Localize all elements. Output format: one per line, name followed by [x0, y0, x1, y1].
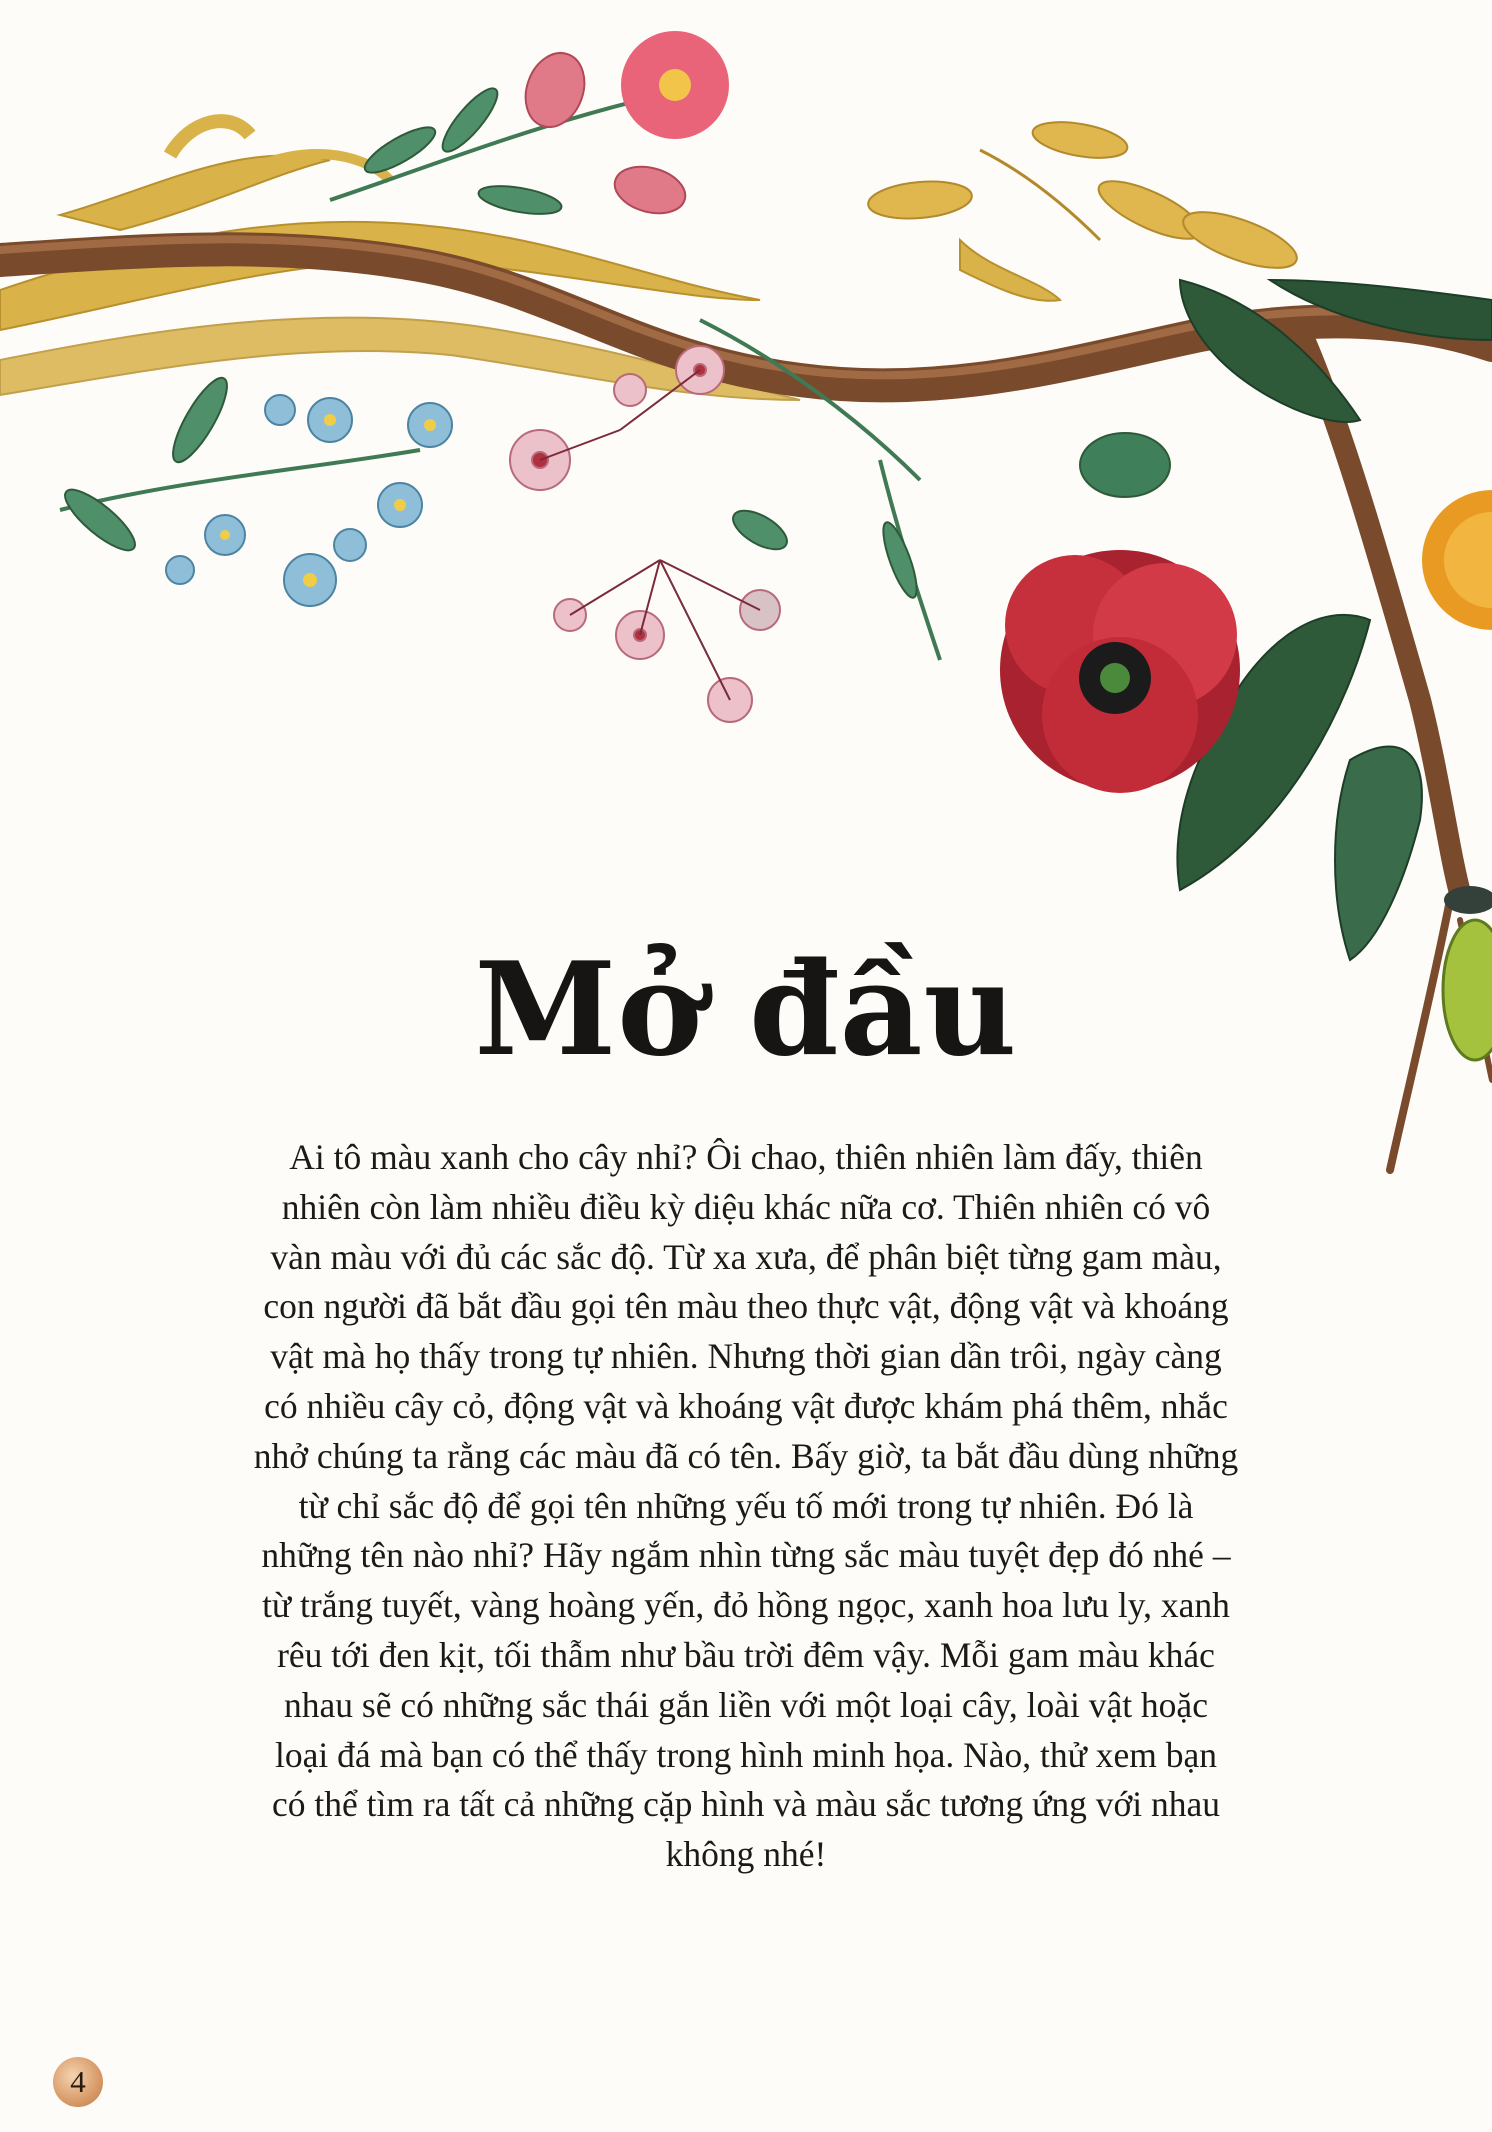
paragraph-line: không nhé!: [665, 1834, 827, 1875]
paragraph-line: từ trắng tuyết, vàng hoàng yến, đỏ hồng ngọc, xanh hoa lưu ly, xanh: [262, 1585, 1230, 1626]
paragraph-line: từ chỉ sắc độ để gọi tên những yếu tố mới trong tự nhiên. Đó là: [298, 1485, 1194, 1526]
marigold-flower: [1422, 490, 1492, 630]
paragraph-line: những tên nào nhỉ? Hãy ngắm nhìn từng sắc màu tuyệt đẹp đó nhé –: [261, 1535, 1231, 1576]
wheat-ears: [867, 116, 1304, 279]
paragraph-line: Ai tô màu xanh cho cây nhỉ? Ôi chao, thiên nhiên làm đấy, thiên: [289, 1137, 1203, 1177]
paragraph-line: có thể tìm ra tất cả những cặp hình và màu sắc tương ứng với nhau: [272, 1784, 1220, 1825]
paragraph-line: nhau sẽ có những sắc thái gắn liền với một loại cây, loài vật hoặc: [284, 1684, 1208, 1725]
paragraph-line: nhở chúng ta rằng các màu đã có tên. Bấy giờ, ta bắt đầu dùng những: [253, 1435, 1239, 1476]
pink-daisy: [621, 31, 729, 139]
paragraph-line: nhiên còn làm nhiều điều kỳ diệu khác nữa cơ. Thiên nhiên có vô: [281, 1186, 1211, 1227]
paragraph-line: có nhiều cây cỏ, động vật và khoáng vật được khám phá thêm, nhắc: [264, 1385, 1228, 1426]
paragraph-line: rêu tới đen kịt, tối thẫm như bầu trời đêm vậy. Mỗi gam màu khác: [277, 1634, 1215, 1675]
paragraph-line: vàn màu với đủ các sắc độ. Từ xa xưa, để phân biệt từng gam màu,: [270, 1236, 1222, 1277]
paragraph-line: loại đá mà bạn có thể thấy trong hình minh họa. Nào, thử xem bạn: [274, 1734, 1217, 1775]
paragraph-line: con người đã bắt đầu gọi tên màu theo thực vật, động vật và khoáng: [263, 1286, 1229, 1327]
page-number-badge: 4: [53, 2057, 103, 2107]
paragraph-line: vật mà họ thấy trong tự nhiên. Nhưng thời gian dần trôi, ngày càng: [270, 1336, 1222, 1377]
intro-paragraph: [250, 1133, 1242, 1880]
pink-blossoms: [510, 346, 780, 722]
page-title: Mở đầu: [474, 935, 1018, 1085]
